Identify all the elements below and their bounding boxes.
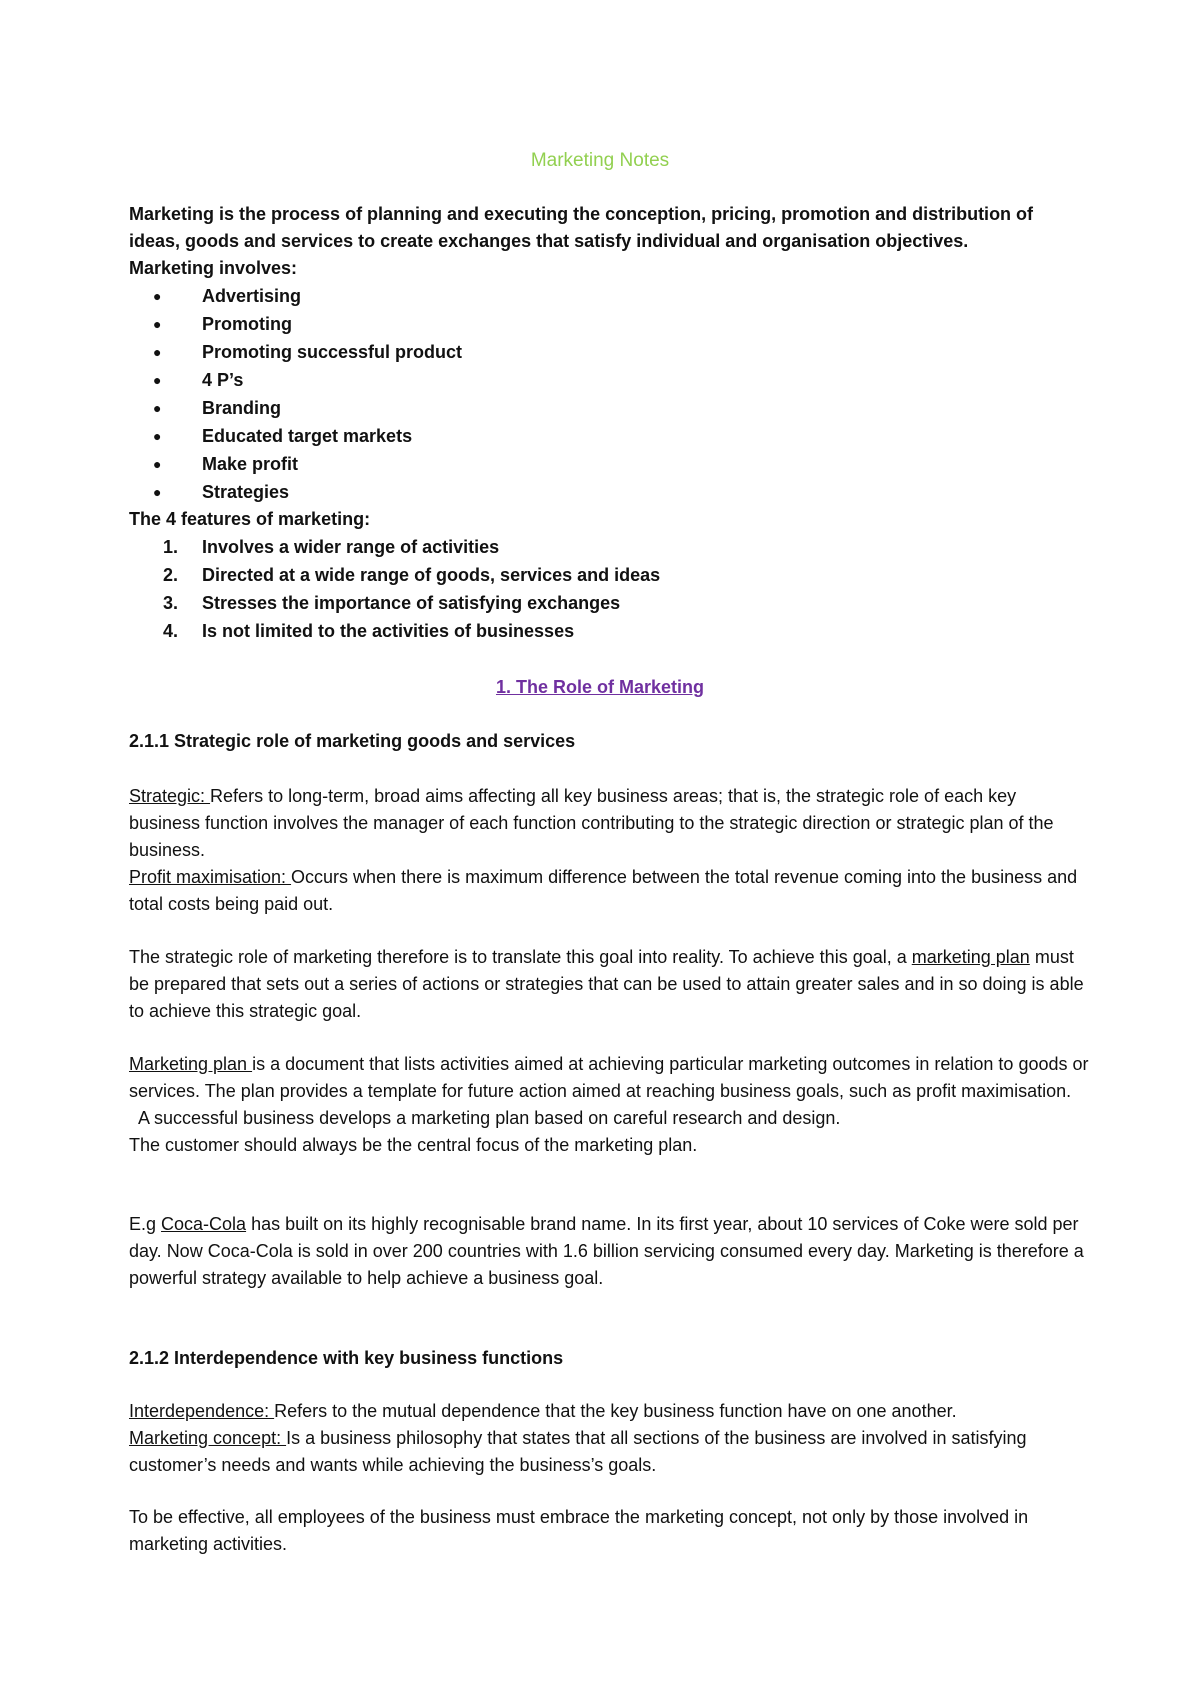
example-paragraph: E.g Coca-Cola has built on its highly recognisable brand name. In its first year, about 10 services of Coke were sold per day. Now Coca-Cola is sold in over 200 countries with 1.6 billion servicing consumed every day. Marketing is therefore a powerful strategy available to help achieve a business goal. [129, 1214, 1084, 1288]
list-item: ● Educated target markets [129, 422, 1089, 450]
interdependence-definitions [129, 1398, 1089, 1479]
involves-list [129, 282, 1089, 506]
effective-paragraph: To be effective, all employees of the business must embrace the marketing concept, not only by those involved in marketing activities. [129, 1507, 1029, 1554]
marketing-definition: Marketing is the process of planning and executing the conception, pricing, promotion and distribution of ideas, goods and services to create exchanges that satisfy individual and organisation objectives. [129, 204, 1034, 251]
list-item: ● 4 P’s [129, 366, 1089, 394]
bullet-icon: ● [153, 400, 162, 416]
intro-block [129, 201, 1089, 645]
strategic-definitions [129, 783, 1089, 918]
numbered-item: 3. Stresses the importance of satisfying exchanges [163, 593, 621, 613]
list-item: ● Make profit [129, 450, 1089, 478]
list-item: ● Promoting successful product [129, 338, 1089, 366]
subsection-heading-2-1-2: 2.1.2 Interdependence with key business functions [129, 1348, 564, 1368]
bullet-icon: ● [153, 288, 162, 304]
term: Marketing concept: [129, 1428, 287, 1448]
plan-line: The customer should always be the central focus of the marketing plan. [129, 1135, 698, 1155]
marketing-concept-definition: Marketing concept: Is a business philosophy that states that all sections of the business are involved in satisfying customer’s needs and wants while achieving the business’s goals. [129, 1428, 1027, 1475]
bullet-icon: ● [153, 316, 162, 332]
document-title: Marketing Notes [530, 150, 670, 171]
strategic-role-paragraph: The strategic role of marketing therefore is to translate this goal into reality. To achieve this goal, a marketing plan must be prepared that sets out a series of actions or strategies that can be used to attain greater sales and in so doing is able to achieve this strategic goal. [129, 947, 1084, 1021]
bullet-icon: ● [153, 344, 162, 360]
numbered-item: 2. Directed at a wide range of goods, services and ideas [163, 565, 661, 585]
coca-cola-term: Coca-Cola [161, 1214, 247, 1234]
strategic-definition: Strategic: Refers to long-term, broad aims affecting all key business areas; that is, the strategic role of each key business function involves the manager of each function contributing to the strategic direction or strategic plan of the business. [129, 786, 1054, 860]
numbered-item: 4. Is not limited to the activities of businesses [163, 621, 575, 641]
plan-line: A successful business develops a marketing plan based on careful research and design. [129, 1108, 841, 1128]
section-heading: 1. The Role of Marketing [495, 677, 705, 697]
list-item: ● Strategies [129, 478, 1089, 506]
interdependence-definition: Interdependence: Refers to the mutual dependence that the key business function have on one another. [129, 1401, 957, 1421]
marketing-plan-term: marketing plan [911, 947, 1030, 967]
features-label: The 4 features of marketing: [129, 509, 371, 529]
bullet-icon: ● [153, 484, 162, 500]
bullet-icon: ● [153, 456, 162, 472]
list-item: ● Branding [129, 394, 1089, 422]
profit-definition: Profit maximisation: Occurs when there is maximum difference between the total revenue coming into the business and total costs being paid out. [129, 867, 1078, 914]
list-item: ● Advertising [129, 282, 1089, 310]
subsection-heading-2-1-1: 2.1.1 Strategic role of marketing goods and services [129, 731, 576, 751]
features-list [129, 533, 1089, 645]
term: Profit maximisation: [129, 867, 292, 887]
list-item: ● Promoting [129, 310, 1089, 338]
term: Strategic: [129, 786, 211, 806]
bullet-icon: ● [153, 428, 162, 444]
bullet-icon: ● [153, 372, 162, 388]
term: Interdependence: [129, 1401, 275, 1421]
involves-label: Marketing involves: [129, 258, 298, 278]
numbered-item: 1. Involves a wider range of activities [163, 537, 500, 557]
marketing-plan-paragraph: Marketing plan is a document that lists activities aimed at achieving particular marketing outcomes in relation to goods or services. The plan provides a template for future action aimed at reaching business goals, such as profit maximisation. A successful business develops a marketing plan based on careful research and design. The customer should always be the central focus of the marketing plan. [129, 1051, 1089, 1159]
term: Marketing plan [129, 1054, 253, 1074]
